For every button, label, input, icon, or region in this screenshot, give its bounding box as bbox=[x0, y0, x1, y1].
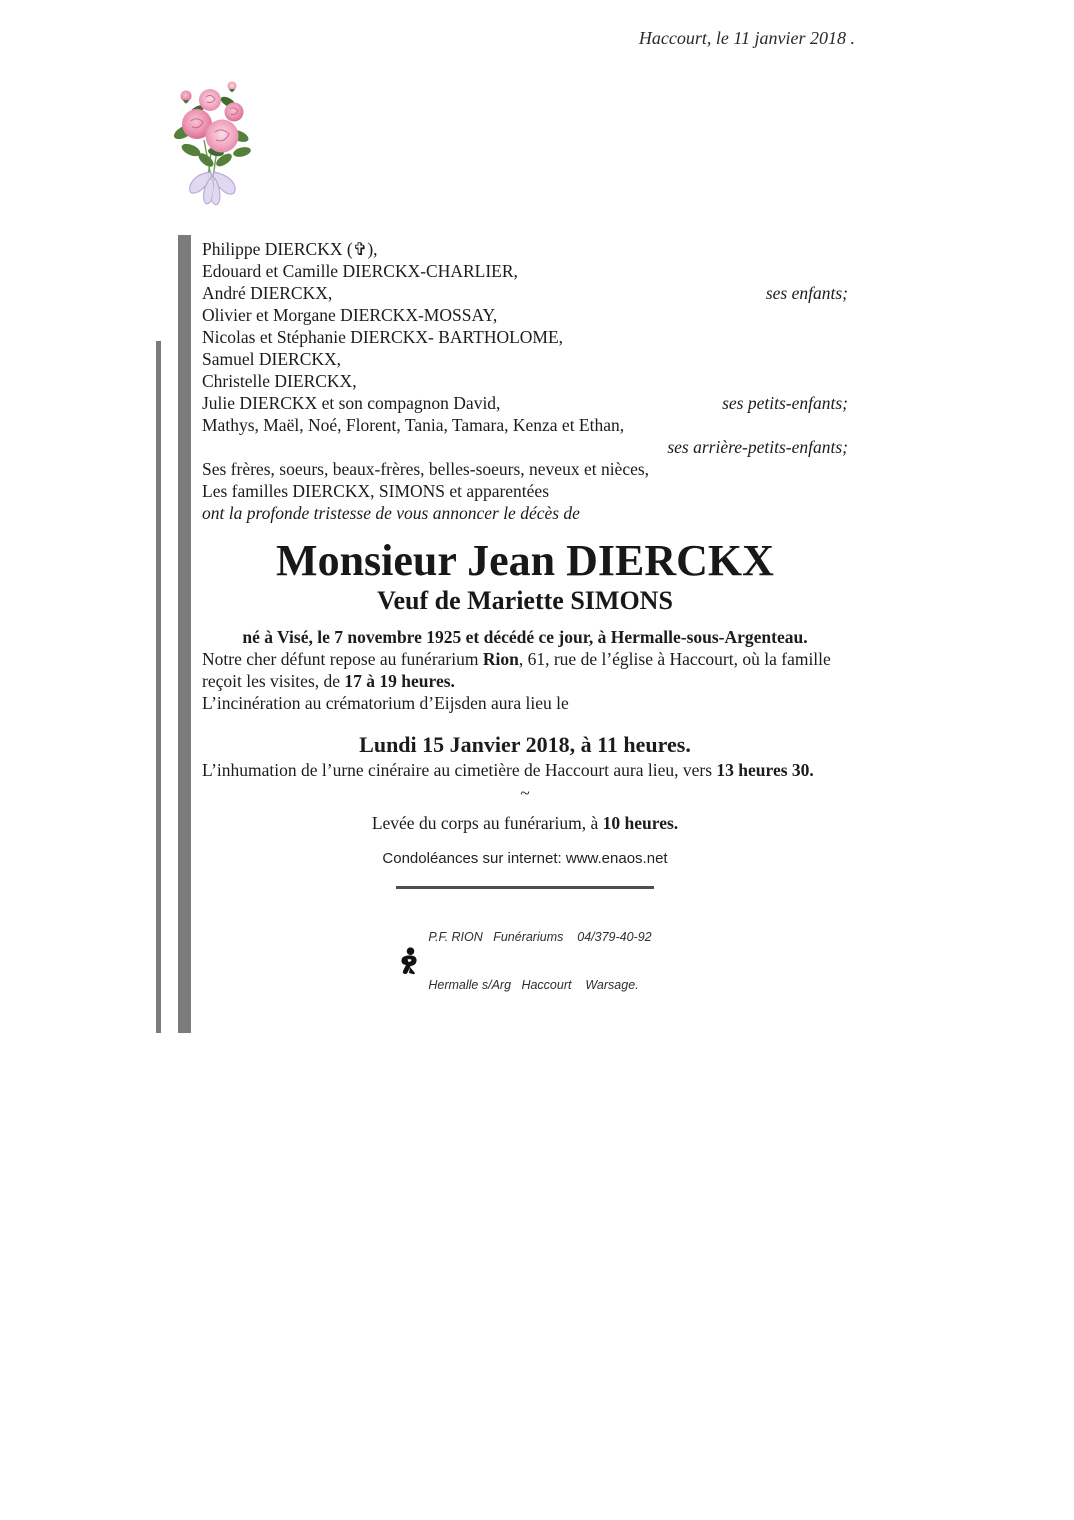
rose-bouquet-image bbox=[166, 74, 262, 210]
relation-label-grandchildren: ses petits-enfants; bbox=[722, 393, 848, 413]
families-line: Les familles DIERCKX, SIMONS et apparentées bbox=[202, 481, 550, 501]
child-line-with-label bbox=[202, 282, 848, 304]
inhumation-time: 13 heures 30. bbox=[716, 760, 814, 780]
funeral-home-footer bbox=[202, 897, 848, 1025]
relation-label-great-grandchildren: ses arrière-petits-enfants; bbox=[667, 437, 848, 457]
funeral-home-info bbox=[428, 897, 651, 1025]
tilde-separator: ~ bbox=[520, 783, 530, 803]
funeral-home-name: Rion bbox=[482, 649, 519, 669]
inhumation-paragraph bbox=[202, 759, 848, 781]
repose-text: , 61, rue de l’église à Haccourt, où la famille reçoit les visites, de bbox=[202, 649, 831, 691]
grandchild-line-with-label bbox=[202, 392, 848, 414]
grandchild-line: Christelle DIERCKX, bbox=[202, 371, 357, 391]
cremation-datetime: Lundi 15 Janvier 2018, à 11 heures. bbox=[359, 732, 691, 757]
levee-line bbox=[202, 812, 848, 834]
announcement-intro: ont la profonde tristesse de vous annoncer le décès de bbox=[202, 503, 580, 523]
condolences-line: Condoléances sur internet: www.enaos.net bbox=[382, 850, 668, 867]
rion-logo-icon bbox=[398, 947, 420, 975]
funeral-home-line1: P.F. RION Funérariums 04/379-40-92 bbox=[428, 930, 652, 944]
levee-time: 10 heures. bbox=[602, 813, 679, 833]
funeral-home-line2: Hermalle s/Arg Haccourt Warsage. bbox=[428, 978, 639, 992]
grandchild-line: Julie DIERCKX et son compagnon David, bbox=[202, 393, 501, 413]
grandchild-line: Nicolas et Stéphanie DIERCKX- BARTHOLOME, bbox=[202, 327, 564, 347]
great-grandchild-line: Mathys, Maël, Noé, Florent, Tania, Tamara, Kenza et Ethan, bbox=[202, 415, 625, 435]
repose-paragraph bbox=[202, 648, 848, 692]
siblings-line: Ses frères, soeurs, beaux-frères, belles-soeurs, neveux et nièces, bbox=[202, 459, 650, 479]
visit-hours: 17 à 19 heures. bbox=[344, 671, 455, 691]
announcement-body bbox=[202, 238, 848, 1025]
footer-divider bbox=[396, 886, 654, 889]
deceased-name: Monsieur Jean DIERCKX bbox=[276, 536, 774, 585]
cremation-intro: L’incinération au crématorium d’Eijsden aura lieu le bbox=[202, 693, 569, 713]
grandchild-line: Olivier et Morgane DIERCKX-MOSSAY, bbox=[202, 305, 498, 325]
repose-text: Notre cher défunt repose au funérarium bbox=[202, 649, 483, 669]
dateline: Haccourt, le 11 janvier 2018 . bbox=[638, 28, 855, 48]
child-line: Edouard et Camille DIERCKX-CHARLIER, bbox=[202, 261, 518, 281]
grandchild-line: Samuel DIERCKX, bbox=[202, 349, 342, 369]
widower-line: Veuf de Mariette SIMONS bbox=[377, 586, 673, 615]
decorative-bar-thick bbox=[178, 235, 191, 1033]
child-line: André DIERCKX, bbox=[202, 283, 333, 303]
relation-label-children: ses enfants; bbox=[765, 283, 848, 303]
inhumation-text: L’inhumation de l’urne cinéraire au cimetière de Haccourt aura lieu, vers bbox=[202, 760, 717, 780]
levee-text: Levée du corps au funérarium, à bbox=[371, 813, 603, 833]
birth-death-line: né à Visé, le 7 novembre 1925 et décédé ce jour, à Hermalle-sous-Argenteau. bbox=[242, 627, 808, 647]
child-line: Philippe DIERCKX (✞), bbox=[202, 239, 378, 259]
decorative-bar-thin bbox=[156, 341, 161, 1033]
